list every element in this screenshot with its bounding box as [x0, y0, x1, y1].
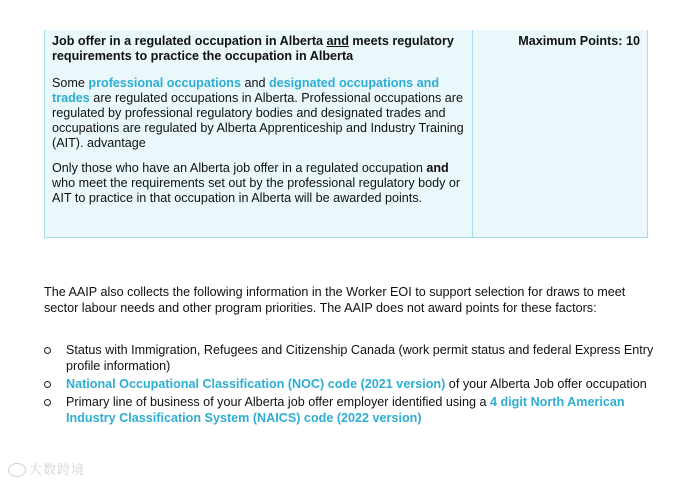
list-item: Primary line of business of your Alberta job offer employer identified using a 4 digit North American Industry Classification System (NAICS) code (2022 version) — [44, 394, 659, 426]
heading-underlined-and: and — [326, 34, 349, 48]
intro-paragraph: The AAIP also collects the following information in the Worker EOI to support selection for draws to meet sector labour needs and other program priorities. The AAIP does not award points for these factors: — [44, 285, 626, 315]
designated-occupations-link[interactable]: designated occupations and trades — [52, 76, 440, 105]
criteria-description-cell — [45, 30, 473, 237]
list-item: National Occupational Classification (NOC) code (2021 version) of your Alberta Job offer occupation — [44, 376, 659, 392]
regulated-occupations-paragraph: Some professional occupations and designated occupations and trades are regulated occupations in Alberta. Professional occupations are regulated by professional regulatory bodies and designated trades and occupations are regulated by Alberta Apprenticeship and Industry Training (AIT). advantage — [52, 76, 464, 150]
bullet-icon — [44, 347, 51, 354]
professional-occupations-link[interactable]: professional occupations — [88, 76, 241, 90]
criteria-heading: Job offer in a regulated occupation in Alberta and meets regulatory requirements to practice the occupation in Alberta — [52, 34, 454, 63]
bullet-icon — [44, 399, 51, 406]
watermark-logo-icon — [8, 463, 26, 477]
naics-code-link[interactable]: 4 digit North American Industry Classification System (NAICS) code (2022 version) — [66, 395, 625, 425]
noc-code-link[interactable]: National Occupational Classification (NOC) code (2021 version) — [66, 377, 446, 391]
watermark: 大数跨境 — [8, 459, 85, 478]
eoi-factors-list — [44, 342, 659, 428]
max-points-label: Maximum Points: 10 — [518, 34, 640, 48]
points-criteria-table — [44, 30, 648, 238]
list-item: Status with Immigration, Refugees and Citizenship Canada (work permit status and federal Express Entry profile information) — [44, 342, 659, 374]
eligibility-paragraph: Only those who have an Alberta job offer in a regulated occupation and who meet the requirements set out by the professional regulatory body or AIT to practice in that occupation in Alberta will be awarded points. — [52, 161, 461, 205]
bullet-icon — [44, 381, 51, 388]
max-points-cell — [473, 30, 647, 237]
